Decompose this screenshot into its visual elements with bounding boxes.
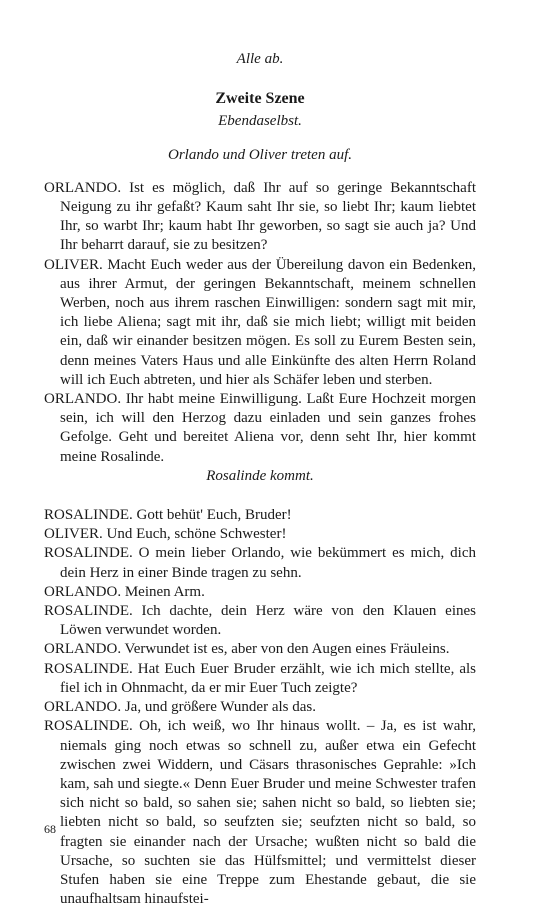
dialogue-block-2 bbox=[44, 506, 476, 909]
speech-line: ROSALINDE. O mein lieber Orlando, wie bekümmert es mich, dich dein Herz in einer Binde tragen zu sehn. bbox=[44, 545, 476, 581]
speech-line: ORLANDO. Meinen Arm. bbox=[44, 583, 205, 600]
speech-line: ROSALINDE. Ich dachte, dein Herz wäre von den Klauen eines Löwen verwundet worden. bbox=[44, 603, 476, 639]
book-page bbox=[44, 50, 476, 909]
dialogue-block-1 bbox=[44, 179, 476, 467]
speech-line: ROSALINDE. Oh, ich weiß, wo Ihr hinaus wollt. – Ja, es ist wahr, niemals ging noch etwas so schnell zu, außer etwa ein Gefecht zwischen zwei Widdern, und Cäsars thrasonisches Geprahle: »Ich kam, sah und siegte.« Denn Euer Bruder und meine Schwester trafen sich nicht so bald, so sahen sie; sahen nicht so bald, so liebten sie; liebten nicht so bald, so seufzten sie; seufzten nicht so bald, so fragten sie einander nach der Ursache; wußten nicht so bald die Ursache, so suchten sie das Hülfsmittel; und vermittelst dieser Stufen haben sie eine Treppe zum Ehestande gebaut, die sie unaufhaltsam hinaufstei- bbox=[44, 718, 476, 908]
stage-direction-rosalinde: Rosalinde kommt. bbox=[206, 467, 314, 484]
stage-direction-exit: Alle ab. bbox=[236, 51, 284, 67]
speech-line: ORLANDO. Ja, und größere Wunder als das. bbox=[44, 699, 316, 716]
speech-line: OLIVER. Und Euch, schöne Schwester! bbox=[44, 526, 287, 543]
speech-line: ORLANDO. Verwundet ist es, aber von den Augen eines Fräuleins. bbox=[44, 641, 450, 658]
speech-line: ROSALINDE. Gott behüt' Euch, Bruder! bbox=[44, 507, 292, 524]
speech-line: OLIVER. Macht Euch weder aus der Übereilung davon ein Bedenken, aus ihrer Armut, der geringen Bekanntschaft, meinem schnellen Werben, noch aus ihrem raschen Einwilligen: sondern sagt mit mir, ich liebe Aliena; sagt mit ihr, daß sie mich liebt; willigt mit beiden ein, daß wir einander besitzen mögen. Es soll zu Eurem Besten sein, denn meines Vaters Haus und alle Einkünfte des alten Herrn Roland will ich Euch abtreten, und hier als Schäfer leben und sterben. bbox=[44, 256, 476, 388]
stage-direction-entrance: Orlando und Oliver treten auf. bbox=[167, 146, 352, 163]
speech-line: ROSALINDE. Hat Euch Euer Bruder erzählt, wie ich mich stellte, als fiel ich in Ohnmacht, da er mir Euer Tuch zeigte? bbox=[44, 660, 476, 696]
page-number: 68 bbox=[44, 822, 56, 836]
scene-heading: Zweite Szene bbox=[215, 90, 305, 108]
speech-line: ORLANDO. Ist es möglich, daß Ihr auf so geringe Bekanntschaft Neigung zu ihr gefaßt? Kaum saht Ihr sie, so liebt Ihr; kaum liebtet Ihr, so warbt Ihr; kaum habt Ihr geworben, so sagt sie auch ja? Und Ihr beharrt darauf, sie zu besitzen? bbox=[44, 179, 476, 254]
speech-line: ORLANDO. Ihr habt meine Einwilligung. Laßt Eure Hochzeit morgen sein, ich will den Herzog dazu einladen und sein ganzes frohes Gefolge. Geht und bereitet Aliena vor, denn seht Ihr, hier kommt meine Rosalinde. bbox=[44, 391, 476, 465]
scene-setting: Ebendaselbst. bbox=[218, 113, 302, 130]
